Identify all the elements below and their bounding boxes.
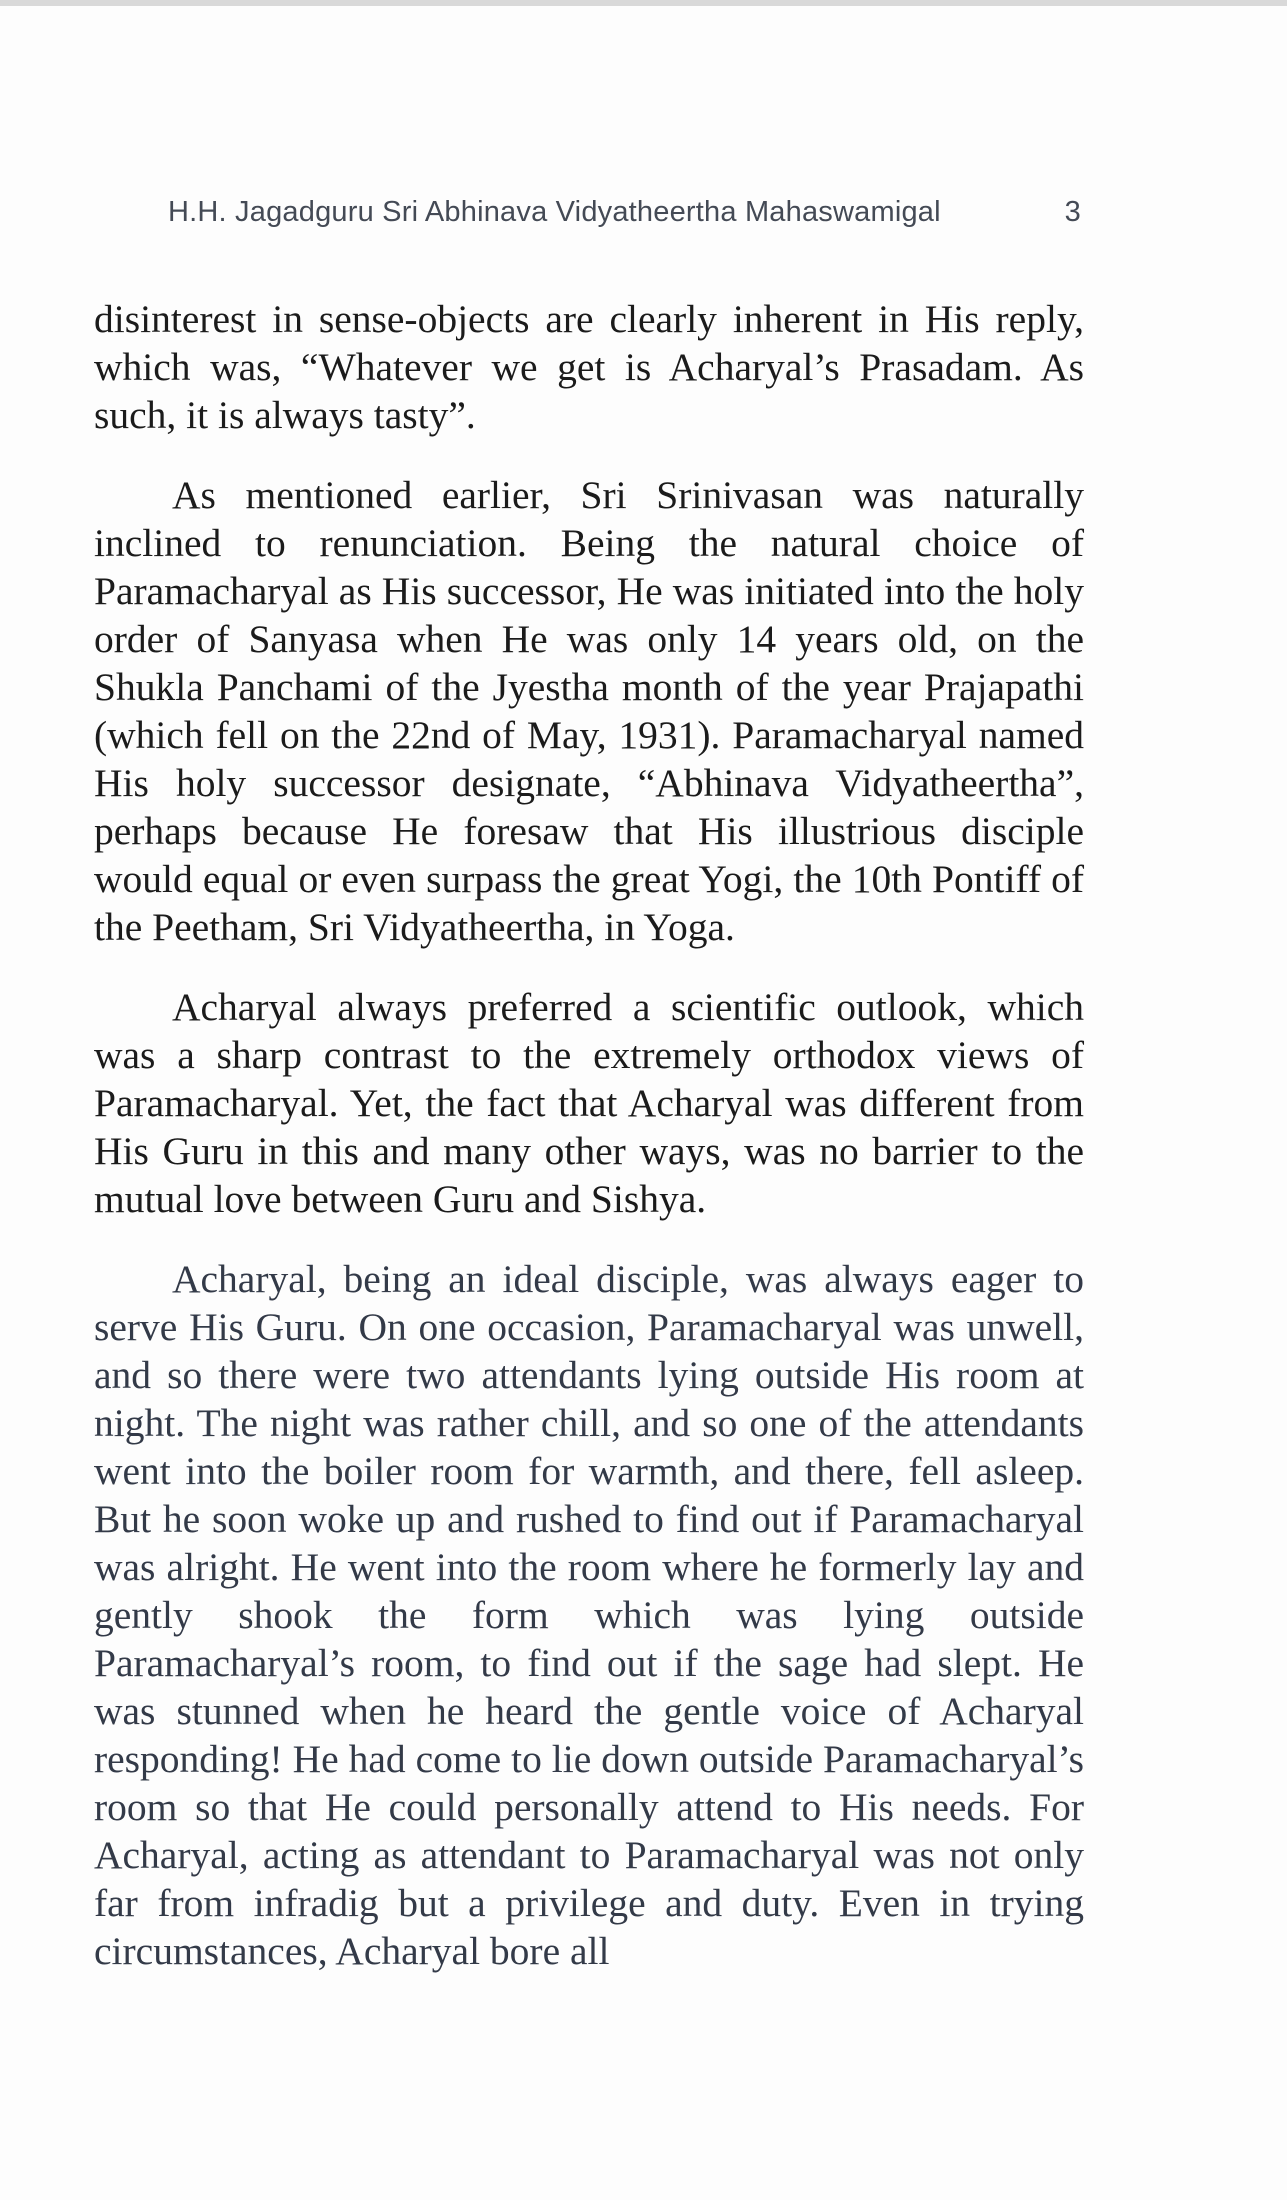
page-top-edge [0, 0, 1287, 6]
body-text [94, 295, 1084, 2007]
paragraph-ideal-disciple: Acharyal, being an ideal disciple, was always eager to serve His Guru. On one occasion, Paramacharyal was unwell, and so there were two attendants lying outside His room at night. The night was rather chill, and so one of the attendants went into the boiler room for warmth, and there, fell asleep. But he soon woke up and rushed to find out if Paramacharyal was alright. He went into the room where he formerly lay and gently shook the form which was lying outside Paramacharyal’s room, to find out if the sage had slept. He was stunned when he heard the gentle voice of Acharyal responding! He had come to lie down outside Paramacharyal’s room so that He could personally attend to His needs. For Acharyal, acting as attendant to Paramacharyal was not only far from infradig but a privilege and duty. Even in trying circumstances, Acharyal bore all [94, 1257, 1084, 1973]
paragraph-renunciation: As mentioned earlier, Sri Srinivasan was naturally inclined to renunciation. Being the natural choice of Paramacharyal as His successor, He was initiated into the holy order of Sanyasa when He was only 14 years old, on the Shukla Panchami of the Jyestha month of the year Prajapathi (which fell on the 22nd of May, 1931). Paramacharyal named His holy successor designate, “Abhinava Vidyatheertha”, perhaps because He foresaw that His illustrious disciple would equal or even surpass the great Yogi, the 10th Pontiff of the Peetham, Sri Vidyatheertha, in Yoga. [94, 473, 1084, 949]
running-header [168, 196, 1083, 229]
paragraph-scientific-outlook: Acharyal always preferred a scientific outlook, which was a sharp contrast to the extremely orthodox views of Paramacharyal. Yet, the fact that Acharyal was different from His Guru in this and many other ways, was no barrier to the mutual love between Guru and Sishya. [94, 985, 1084, 1221]
paragraph-continuation: disinterest in sense-objects are clearly inherent in His reply, which was, “Whatever we get is Acharyal’s Prasadam. As such, it is always tasty”. [94, 297, 1084, 437]
running-header-title: H.H. Jagadguru Sri Abhinava Vidyatheertha Mahaswamigal [168, 196, 941, 228]
page-number: 3 [1064, 196, 1081, 228]
